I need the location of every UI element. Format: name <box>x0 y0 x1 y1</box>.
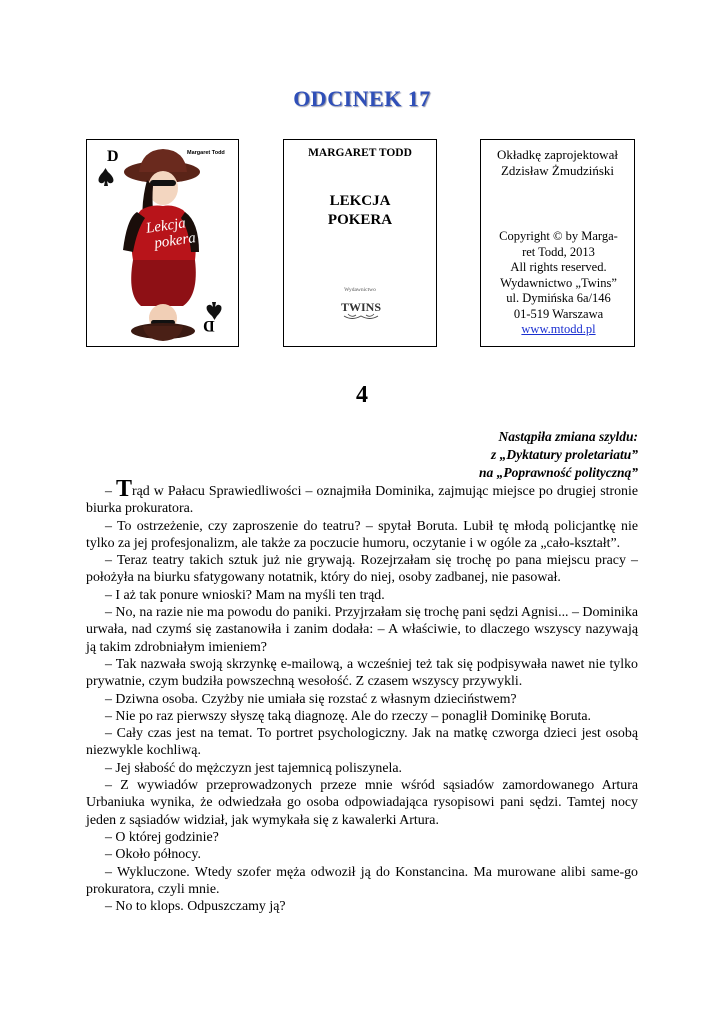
paragraph: – O której godzinie? <box>105 829 219 845</box>
paragraph: – Jej słabość do mężczyzn jest tajemnicą poliszynela. <box>105 760 403 776</box>
chapter-number: 4 <box>356 382 368 408</box>
paragraph: – I aż tak ponure wnioski? Mam na myśli ten trąd. <box>105 587 385 603</box>
paragraph: – Nie po raz pierwszy słyszę taką diagnozę. Ale do rzeczy – ponaglił Dominikę Boruta. <box>105 708 592 724</box>
paragraph: – Wykluczone. Wtedy szofer męża odwoził ją do Konstancina. Ma murowane alibi same-go prokuratora, czyli mnie. <box>86 864 638 897</box>
cover-title: Lekcja pokera <box>144 215 197 252</box>
chapter-text <box>86 476 639 915</box>
card-letter-bottom: D <box>203 317 215 334</box>
card-letter-top: D <box>107 148 119 165</box>
copyright-info: Copyright © by Marga- ret Todd, 2013 All rights reserved. Wydawnictwo „Twins” ul. Dymińska 6a/146 01-519 Warszawa www.mtodd.pl <box>499 229 618 336</box>
paragraph: – Tak nazwała swoją skrzynkę e-mailową, a wcześniej też tak się podpisywała nawet nie tylko prywatnie, czym budziła powszechną wesołość. Z czasem wszyscy przywykli. <box>86 656 638 690</box>
publisher-logo <box>336 294 386 324</box>
book-title: LEKCJA POKERA <box>327 193 393 228</box>
paragraph: – Trąd w Pałacu Sprawiedliwości – oznajmiła Dominika, zajmując miejsce po drugiej stronie biurka prokuratora. <box>86 476 639 517</box>
credits-box <box>480 139 635 347</box>
paragraph: – To ostrzeżenie, czy zaproszenie do teatru? – spytał Boruta. Lubił tę młodą policjantkę nie tylko za jej profesjonalizm, ale także za poczucie humoru, oczytanie i w ogóle za „cało-kształt”. <box>86 518 638 551</box>
paragraph: – Teraz teatry takich sztuk już nie grywają. Rozejrzałam się trochę po pana miejscu pracy – położyła na biurku sfatygowany notatnik, który do niej, osoby zadbanej, nie pasował. <box>86 553 638 586</box>
drop-cap: T <box>115 476 132 502</box>
paragraph: – No to klops. Odpuszczamy ją? <box>105 899 286 915</box>
episode-title: ODCINEK 17 <box>293 86 431 111</box>
website-link[interactable]: www.mtodd.pl <box>521 322 596 336</box>
title-page-box <box>283 139 437 347</box>
paragraph: – Z wywiadów przeprowadzonych przeze mnie wśród sąsiadów zamordowanego Artura Urbaniuka wynika, że odwiedzała go osoba odpowiadająca rysopisowi pani sędzi. Tamtej nocy jeden z sąsiadów widział, jak wymykała się z kawalerki Artura. <box>86 778 638 828</box>
chapter-motto: Nastąpiła zmiana szyldu: z „Dyktatury proletariatu” na „Poprawność polityczną” <box>478 429 638 480</box>
paragraph: – Około północy. <box>105 847 201 863</box>
paragraph: – Dziwna osoba. Czyżby nie umiała się rozstać z własnym dzieciństwem? <box>105 691 517 707</box>
title-author: MARGARET TODD <box>308 147 412 159</box>
cover-designer: Okładkę zaprojektował Zdzisław Żmudziński <box>497 147 618 178</box>
svg-text:TWINS: TWINS <box>340 300 382 314</box>
book-cover-image <box>86 139 239 347</box>
paragraph: – Cały czas jest na temat. To portret psychologiczny. Jak na matkę czworga dzieci jest osobą niezwykle kochliwą. <box>86 726 638 759</box>
paragraph: – No, na razie nie ma powodu do paniki. Przyjrzałam się trochę pani sędzi Agnisi... – Dominika urwała, nad czymś się zastanowiła i zanim dodała: – A właściwie, to dlaczego wszyscy nazywają ją takim zdrobniałym imieniem? <box>86 605 638 655</box>
publisher-small-label: Wydawnictwo <box>344 287 376 293</box>
cover-author: Margaret Todd <box>187 150 225 156</box>
